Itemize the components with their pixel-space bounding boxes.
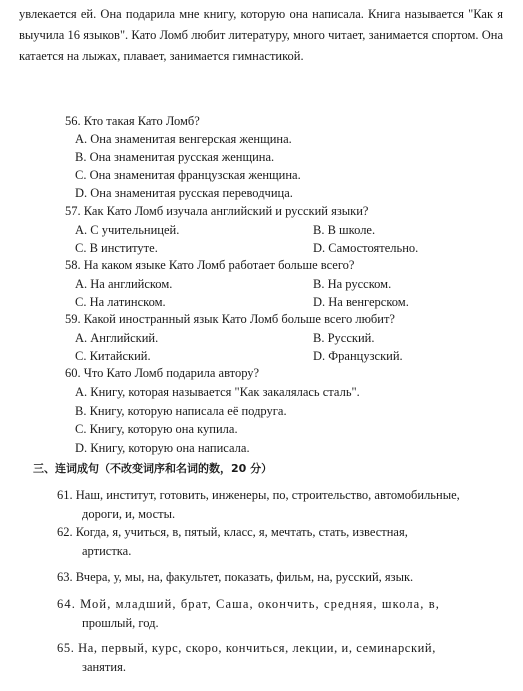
question-60-option-d: D. Книгу, которую она написала. — [75, 441, 250, 455]
question-57: 57. Как Като Ломб изучала английский и русский языки? — [65, 204, 369, 218]
question-57-option-a: A. С учительницей. — [75, 223, 180, 237]
question-59-option-b: B. Русский. — [313, 331, 375, 345]
question-60-option-a: A. Книгу, которая называется "Как закалялась сталь". — [75, 385, 360, 399]
task-61-line1: 61. Наш, институт, готовить, инженеры, по, строительство, автомобильные, — [57, 488, 460, 502]
question-56-option-a: A. Она знаменитая венгерская женщина. — [75, 132, 292, 146]
section-heading: 三、连词成句（不改变词序和名词的数，20 分） — [33, 462, 273, 475]
question-58: 58. На каком языке Като Ломб работает больше всего? — [65, 258, 355, 272]
question-59-option-c: C. Китайский. — [75, 349, 151, 363]
question-56: 56. Кто такая Като Ломб? — [65, 114, 200, 128]
question-56-option-d: D. Она знаменитая русская переводчица. — [75, 186, 293, 200]
question-58-option-d: D. На венгерском. — [313, 295, 409, 309]
question-57-option-c: C. В институте. — [75, 241, 158, 255]
question-59-option-a: A. Английский. — [75, 331, 159, 345]
task-65-line1: 65. На, первый, курс, скоро, кончиться, лекции, и, семинарский, — [57, 641, 436, 655]
question-56-option-c: C. Она знаменитая французская женщина. — [75, 168, 301, 182]
question-57-option-b: B. В школе. — [313, 223, 376, 237]
question-58-option-c: C. На латинском. — [75, 295, 166, 309]
question-58-option-b: B. На русском. — [313, 277, 392, 291]
task-65-line2: занятия. — [82, 660, 126, 674]
task-64-line1: 64. Мой, младший, брат, Саша, окончить, средняя, школа, в, — [57, 597, 440, 611]
question-56-option-b: B. Она знаменитая русская женщина. — [75, 150, 275, 164]
task-62-line1: 62. Когда, я, учиться, в, пятый, класс, я, мечтать, стать, известная, — [57, 525, 408, 539]
question-59-option-d: D. Французский. — [313, 349, 403, 363]
question-59: 59. Какой иностранный язык Като Ломб больше всего любит? — [65, 312, 395, 326]
task-62-line2: артистка. — [82, 544, 132, 558]
intro-paragraph: увлекается ей. Она подарила мне книгу, которую она написала. Книга называется "Как я выучила 16 языков". Като Ломб любит литературу, много читает, занимается спортом. Она катается на лыжах, плавает, занимается гимнастикой. — [19, 7, 503, 63]
question-60-option-c: C. Книгу, которую она купила. — [75, 422, 238, 436]
question-58-option-a: A. На английском. — [75, 277, 173, 291]
question-60-option-b: B. Книгу, которую написала её подруга. — [75, 404, 287, 418]
task-61-line2: дороги, и, мосты. — [82, 507, 176, 521]
task-63-line1: 63. Вчера, у, мы, на, факультет, показать, фильм, на, русский, язык. — [57, 570, 414, 584]
question-60: 60. Что Като Ломб подарила автору? — [65, 366, 260, 380]
question-57-option-d: D. Самостоятельно. — [313, 241, 419, 255]
task-64-line2: прошлый, год. — [82, 616, 159, 630]
